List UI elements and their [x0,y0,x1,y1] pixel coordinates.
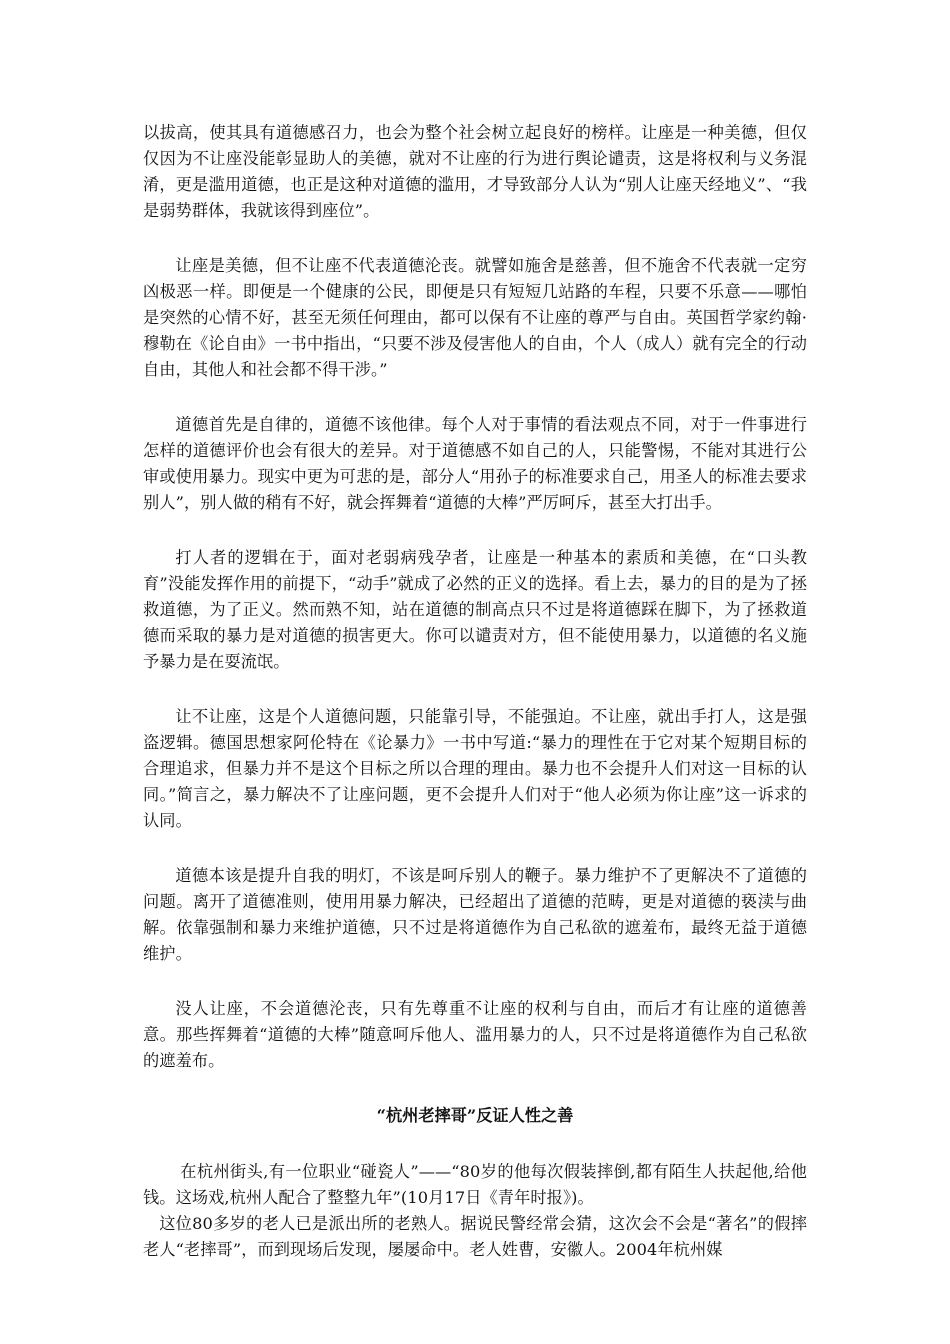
paragraph-8: 在杭州街头,有一位职业“碰瓷人”——“80岁的他每次假装摔倒,都有陌生人扶起他,给他钱。这场戏,杭州人配合了整整九年”(10月17日《青年时报》)。 [143,1162,807,1207]
paragraph-3: 道德首先是自律的，道德不该他律。每个人对于事情的看法观点不同，对于一件事进行怎样的道德评价也会有很大的差异。对于道德感不如自己的人，只能警惕，不能对其进行公审或使用暴力。现实中更为可悲的是，部分人“用孙子的标准要求自己，用圣人的标准去要求别人”，别人做的稍有不好，就会挥舞着“道德的大棒”严厉呵斥，甚至大打出手。 [143,415,807,512]
paragraph-4: 打人者的逻辑在于，面对老弱病残孕者，让座是一种基本的素质和美德，在“口头教育”没能发挥作用的前提下，“动手”就成了必然的正义的选择。看上去，暴力的目的是为了拯救道德，为了正义。然而熟不知，站在道德的制高点只不过是将道德踩在脚下，为了拯救道德而采取的暴力是对道德的损害更大。你可以谴责对方，但不能使用暴力，以道德的名义施予暴力是在耍流氓。 [143,548,807,671]
article-body [143,120,807,1263]
paragraph-1: 以拔高，使其具有道德感召力，也会为整个社会树立起良好的榜样。让座是一种美德，但仅仅因为不让座没能彰显助人的美德，就对不让座的行为进行舆论谴责，这是将权利与义务混淆，更是滥用道德，也正是这种对道德的滥用，才导致部分人认为“别人让座天经地义”、“我是弱势群体，我就该得到座位”。 [143,123,807,220]
paragraph-6: 道德本该是提升自我的明灯，不该是呵斥别人的鞭子。暴力维护不了更解决不了道德的问题。离开了道德准则，使用用暴力解决，已经超出了道德的范畴，更是对道德的亵渎与曲解。依靠强制和暴力来维护道德，只不过是将道德作为自己私欲的遮羞布，最终无益于道德维护。 [143,866,807,963]
paragraph-2: 让座是美德，但不让座不代表道德沦丧。就譬如施舍是慈善，但不施舍不代表就一定穷凶极恶一样。即便是一个健康的公民，即便是只有短短几站路的车程，只要不乐意——哪怕是突然的心情不好，甚至无须任何理由，都可以保有不让座的尊严与自由。英国哲学家约翰·穆勒在《论自由》一书中指出，“只要不涉及侵害他人的自由，个人（成人）就有完全的行动自由，其他人和社会都不得干涉。” [143,256,807,379]
paragraph-5: 让不让座，这是个人道德问题，只能靠引导，不能强迫。不让座，就出手打人，这是强盗逻辑。德国思想家阿伦特在《论暴力》一书中写道:“暴力的理性在于它对某个短期目标的合理追求，但暴力并不是这个目标之所以合理的理由。暴力也不会提升人们对这一目标的认同。”简言之，暴力解决不了让座问题，更不会提升人们对于“他人必须为你让座”这一诉求的认同。 [143,707,807,830]
section-heading: “杭州老摔哥”反证人性之善 [376,1106,574,1125]
paragraph-9: 这位80多岁的老人已是派出所的老熟人。据说民警经常会猜，这次会不会是“著名”的假摔老人“老摔哥”，而到现场后发现，屡屡命中。老人姓曹，安徽人。2004年杭州媒 [143,1214,807,1259]
paragraph-7: 没人让座，不会道德沦丧，只有先尊重不让座的权利与自由，而后才有让座的道德善意。那些挥舞着“道德的大棒”随意呵斥他人、滥用暴力的人，只不过是将道德作为自己私欲的遮羞布。 [143,999,807,1070]
